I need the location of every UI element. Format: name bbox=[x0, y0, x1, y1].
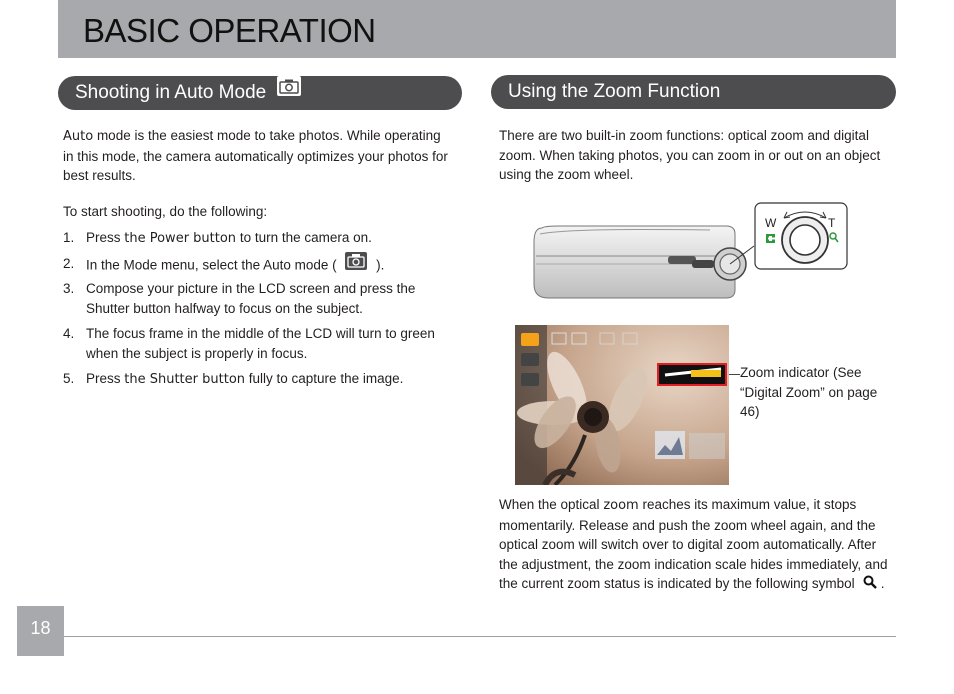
step-number: 3. bbox=[63, 281, 75, 296]
wheel-label-tele: T bbox=[828, 216, 836, 230]
list-item bbox=[63, 254, 458, 274]
zoom-intro: There are two built-in zoom functions: optical zoom and digital zoom. When taking photos, you can zoom in or out on an object using the zoom wheel. bbox=[499, 128, 881, 182]
list-item bbox=[63, 324, 458, 364]
page-title: BASIC OPERATION bbox=[83, 12, 376, 49]
step-text bbox=[86, 228, 456, 249]
step-text: The focus frame in the middle of the LCD will turn to green when the subject is properly in focus. bbox=[86, 326, 435, 361]
section-title-text: Using the Zoom Function bbox=[508, 81, 721, 102]
step-text bbox=[86, 369, 456, 390]
start-instruction: To start shooting, do the following: bbox=[63, 204, 268, 219]
body-text-post: reaches its maximum value, it stops momentarily. Release and push the zoom wheel again, and the optical zoom will switch over to digital zoom automatically. After the adjustment, the zoom indication scale hides immediately, and the current zoom status is indicated by the following symbol bbox=[499, 497, 888, 591]
step-text-pre: Press bbox=[86, 371, 125, 386]
list-item bbox=[63, 369, 458, 389]
step-text bbox=[86, 254, 456, 278]
lcd-screen-image bbox=[515, 325, 729, 485]
body-text-pre: When the optical bbox=[499, 497, 604, 512]
body-text-end: . bbox=[880, 576, 885, 591]
section-title-auto-mode bbox=[58, 76, 462, 110]
keyword-auto: Auto bbox=[63, 129, 94, 144]
magnifier-icon bbox=[863, 575, 877, 595]
keyword-zoom: zoom bbox=[603, 498, 639, 513]
step-number: 4. bbox=[63, 326, 75, 341]
list-item bbox=[63, 279, 458, 319]
section-title-zoom bbox=[491, 75, 896, 109]
step-text: Compose your picture in the LCD screen and press the Shutter button halfway to focus on the subject. bbox=[86, 281, 416, 316]
step-text-post: ). bbox=[372, 257, 385, 273]
step-text-pre: Press bbox=[86, 230, 125, 245]
keyword-power-button: the Power button bbox=[124, 231, 237, 246]
flower-photo bbox=[515, 325, 729, 485]
camera-icon bbox=[277, 74, 301, 108]
step-text-pre: In the Mode menu, select the Auto mode ( bbox=[86, 257, 341, 273]
step-number: 2. bbox=[63, 256, 75, 271]
footer-rule bbox=[64, 636, 896, 637]
camera-body-drawing bbox=[530, 198, 850, 302]
step-number: 1. bbox=[63, 230, 75, 245]
intro-text: mode is the easiest mode to take photos. While operating in this mode, the camera automatically optimizes your photos for best results. bbox=[63, 128, 448, 183]
camera-icon bbox=[345, 252, 367, 276]
zoom-indicator-highlight bbox=[657, 363, 727, 386]
step-number: 5. bbox=[63, 371, 75, 386]
step-text-post: fully to capture the image. bbox=[245, 371, 404, 386]
list-item bbox=[63, 228, 458, 248]
page-number: 18 bbox=[17, 606, 64, 656]
section-title-text: Shooting in Auto Mode bbox=[75, 82, 267, 104]
zoom-indicator-caption: Zoom indicator (See “Digital Zoom” on page 46) bbox=[740, 365, 878, 419]
callout-line bbox=[729, 374, 740, 375]
step-text-post: to turn the camera on. bbox=[236, 230, 372, 245]
camera-top-illustration bbox=[530, 198, 850, 302]
zoom-body-text bbox=[499, 495, 894, 594]
auto-mode-intro bbox=[63, 126, 453, 186]
wheel-label-wide: W bbox=[765, 216, 777, 230]
keyword-shutter-button: the Shutter button bbox=[124, 372, 246, 387]
